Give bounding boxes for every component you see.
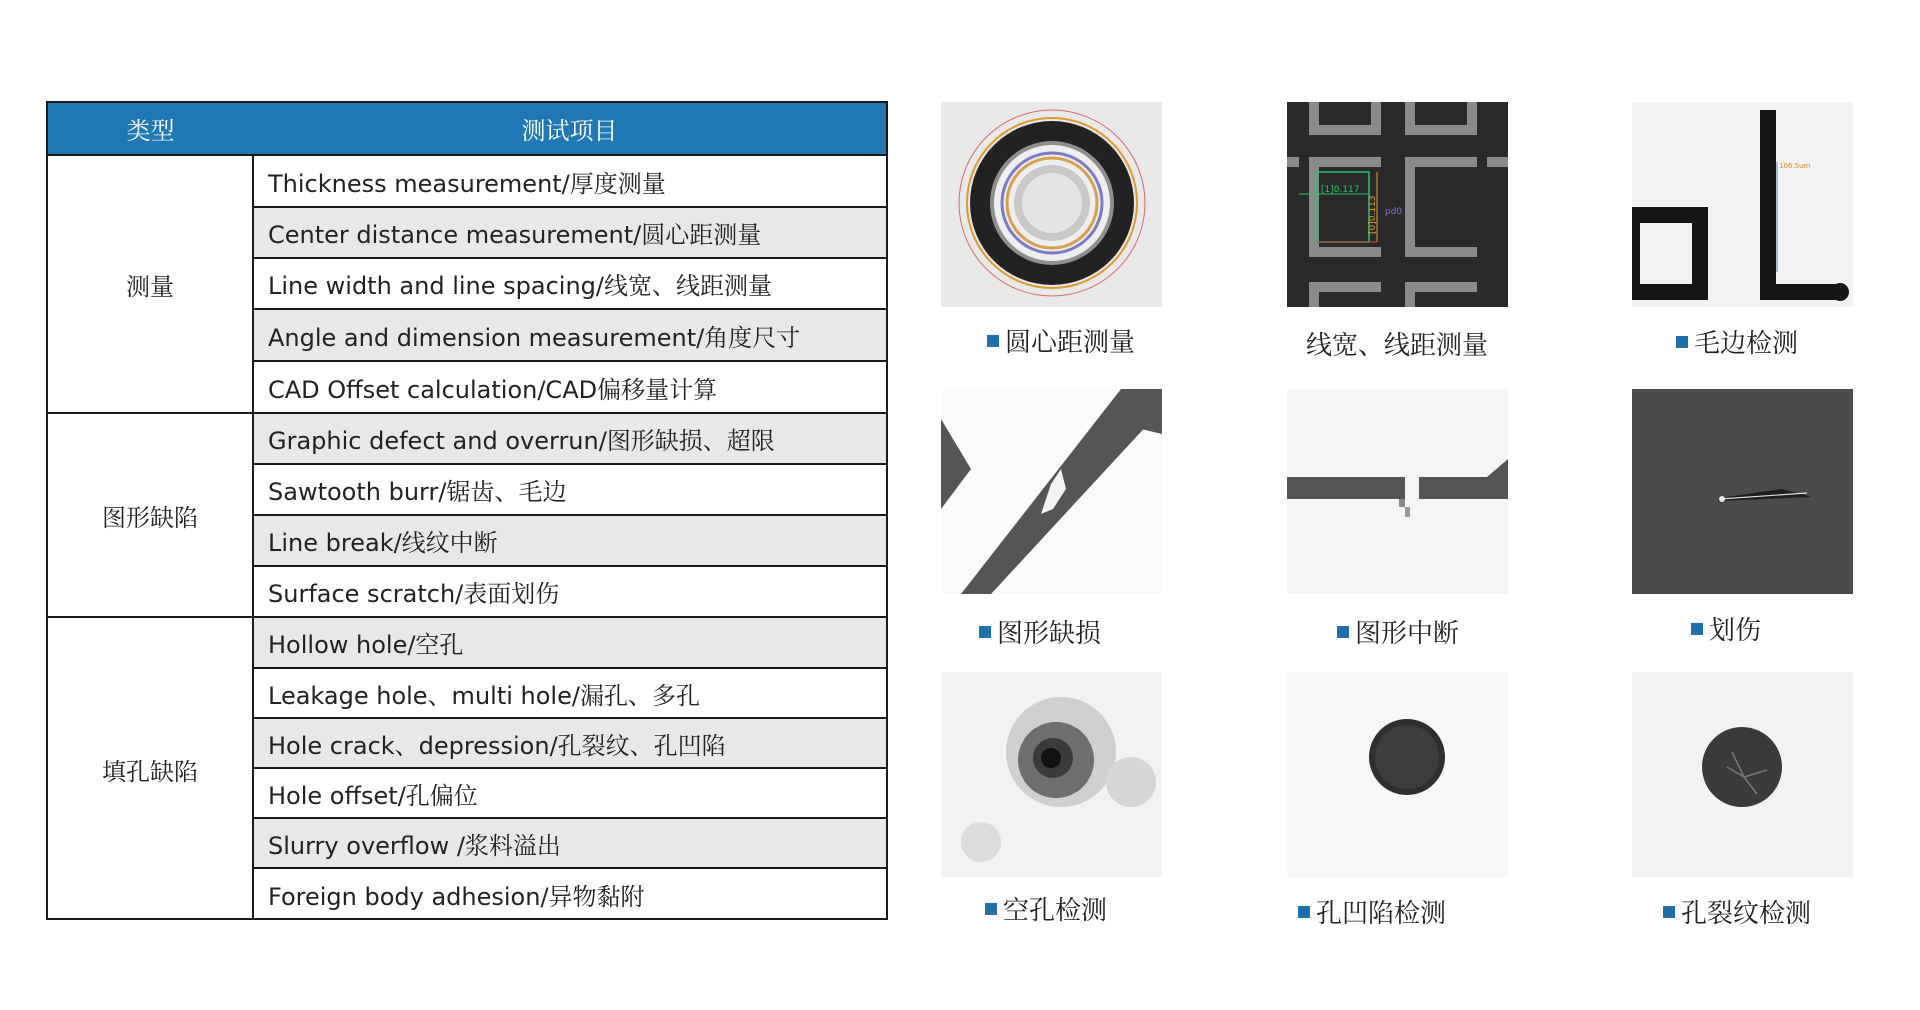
graphic-defect-image	[941, 389, 1162, 594]
bullet-square-icon	[985, 903, 997, 915]
line-break-image	[1287, 389, 1508, 594]
burr-annotation: 106.5um	[1779, 162, 1811, 170]
caption-hole-crack: 孔裂纹检测	[1663, 893, 1811, 930]
table-row: Slurry overflow /浆料溢出	[254, 819, 886, 869]
width-annotation: [1]0.117	[1321, 185, 1360, 195]
table-row: Center distance measurement/圆心距测量	[254, 208, 886, 259]
hole-depression-image	[1287, 672, 1508, 877]
bullet-square-icon	[987, 335, 999, 347]
table-row: Line break/线纹中断	[254, 516, 886, 567]
table-row: Graphic defect and overrun/图形缺损、超限	[254, 414, 886, 465]
caption-line-width: 线宽、线距测量	[1306, 331, 1489, 361]
line-width-image	[1287, 102, 1508, 307]
table-row: Sawtooth burr/锯齿、毛边	[254, 465, 886, 516]
table-row: Surface scratch/表面划伤	[254, 567, 886, 618]
caption-burr: 毛边检测	[1676, 323, 1798, 360]
bullet-square-icon	[1676, 336, 1688, 348]
header-type: 类型	[126, 117, 175, 145]
group-measurement: 测量	[48, 156, 252, 414]
table-header	[48, 103, 886, 156]
group-graphic-defect: 图形缺陷	[48, 414, 252, 618]
table-row: Leakage hole、multi hole/漏孔、多孔	[254, 669, 886, 719]
table-row: Angle and dimension measurement/角度尺寸	[254, 310, 886, 362]
caption-hole-depression: 孔凹陷检测	[1298, 893, 1446, 930]
group-hole-filling-defect: 填孔缺陷	[102, 757, 198, 786]
center-distance-image	[941, 102, 1162, 307]
bullet-square-icon	[1337, 626, 1349, 638]
table-row: Hole crack、depression/孔裂纹、孔凹陷	[254, 719, 886, 769]
hole-crack-image	[1632, 672, 1853, 877]
caption-center-distance: 圆心距测量	[987, 322, 1135, 359]
caption-scratch: 划伤	[1691, 610, 1761, 647]
caption-hollow-hole: 空孔检测	[985, 890, 1107, 927]
pd-annotation: pd0	[1385, 207, 1403, 217]
caption-line-break: 图形中断	[1337, 613, 1459, 650]
table-row: Line width and line spacing/线宽、线距测量	[254, 259, 886, 310]
scratch-image	[1632, 389, 1853, 594]
bullet-square-icon	[1298, 906, 1310, 918]
test-items-table	[46, 101, 888, 920]
bullet-square-icon	[979, 626, 991, 638]
table-row: Hole offset/孔偏位	[254, 769, 886, 819]
bullet-square-icon	[1691, 623, 1703, 635]
table-row: Hollow hole/空孔	[254, 618, 886, 669]
table-row: CAD Offset calculation/CAD偏移量计算	[254, 362, 886, 414]
table-row: Thickness measurement/厚度测量	[254, 156, 886, 208]
table-row: Foreign body adhesion/异物黏附	[268, 883, 645, 911]
header-test-item: 测试项目	[521, 117, 618, 145]
burr-image	[1632, 102, 1853, 307]
caption-graphic-defect: 图形缺损	[979, 613, 1101, 650]
bullet-square-icon	[1663, 906, 1675, 918]
hollow-hole-image	[941, 672, 1162, 877]
height-annotation: [0]0.113	[1368, 195, 1378, 234]
